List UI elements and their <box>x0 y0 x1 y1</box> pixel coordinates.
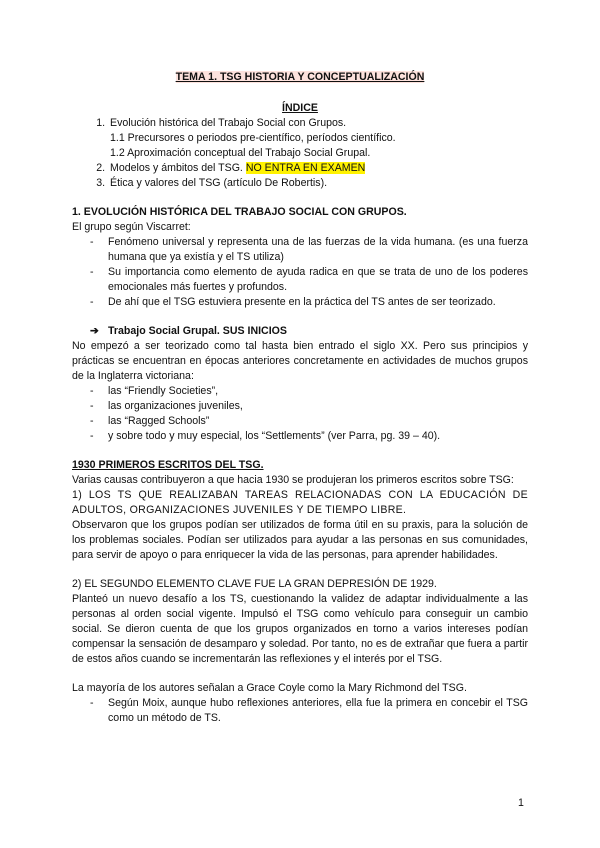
index-item-3: 3. Ética y valores del TSG (artículo De Robertis). <box>108 176 528 191</box>
section-1-bullets <box>72 235 528 310</box>
list-item: - Su importancia como elemento de ayuda radica en que se trata de uno de los poderes emocionales más fuertes y profundos. <box>90 265 528 295</box>
index-subitem-1-1: 1.1 Precursores o periodos pre-científico, períodos científico. <box>110 132 396 144</box>
index-item-2: 2. Modelos y ámbitos del TSG. NO ENTRA EN EXAMEN <box>108 161 528 176</box>
index-list <box>72 116 528 191</box>
section-1930-intro: Varias causas contribuyeron a que hacia 1930 se produjeran los primeros escritos sobre TSG: <box>72 474 514 486</box>
coyle-paragraph: La mayoría de los autores señalan a Grace Coyle como la Mary Richmond del TSG. <box>72 682 467 694</box>
cause-2: 2) EL SEGUNDO ELEMENTO CLAVE FUE LA GRAN DEPRESIÓN DE 1929. <box>72 578 437 590</box>
inicios-paragraph: No empezó a ser teorizado como tal hasta bien entrado el siglo XX. Pero sus principios y prácticas se encuentran en épocas anteriores concretamente en actividades de muchos grupos de la Inglaterra victoriana: <box>72 340 528 382</box>
list-item: - De ahí que el TSG estuviera presente en la práctica del TS antes de ser teorizado. <box>90 295 528 310</box>
page-number: 1 <box>518 797 524 809</box>
arrow-right-icon: ➔ <box>90 325 99 337</box>
section-1-intro: El grupo según Viscarret: <box>72 221 191 233</box>
cause-1-paragraph: Observaron que los grupos podían ser utilizados de forma útil en su praxis, para la solución de los problemas sociales. Podían ser utilizados para ayudar a las personas en sus comunidades, para servir de apoyo o para enriquecer la vida de las personas, para aprender habilidades. <box>72 519 528 561</box>
page-title: TEMA 1. TSG HISTORIA Y CONCEPTUALIZACIÓN <box>175 71 425 83</box>
section-1-heading: 1. EVOLUCIÓN HISTÓRICA DEL TRABAJO SOCIAL CON GRUPOS. <box>72 206 407 218</box>
inicios-heading: ➔ Trabajo Social Grupal. SUS INICIOS <box>90 325 287 337</box>
list-item: - las “Ragged Schools” <box>90 414 528 429</box>
section-1930-heading: 1930 PRIMEROS ESCRITOS DEL TSG. <box>72 459 264 471</box>
inicios-bullets <box>72 384 528 444</box>
cause-2-paragraph: Planteó un nuevo desafío a los TS, cuestionando la validez de adaptar individualmente a las personas al orden social vigente. Impulsó el TSG como vehículo para conseguir un cambio social. Se dieron cuenta de que los grupos organizados en torno a varios intereses podían compensar la sensación de desamparo y soledad. Por tanto, no es de extrañar que fuera a partir de estos años cuando se incrementarán las reflexiones y el interés por el TSG. <box>72 593 528 665</box>
index-heading: ÍNDICE <box>282 102 318 114</box>
list-item: - Según Moix, aunque hubo reflexiones anteriores, ella fue la primera en concebir el TSG como un método de TS. <box>90 696 528 726</box>
index-subitem-1-2: 1.2 Aproximación conceptual del Trabajo Social Grupal. <box>110 147 371 159</box>
cause-1: 1) LOS TS QUE REALIZABAN TAREAS RELACIONADAS CON LA EDUCACIÓN DE ADULTOS, ORGANIZACIONES JUVENILES Y DE TIEMPO LIBRE. <box>72 489 528 516</box>
index-item-1: 1. Evolución histórica del Trabajo Social con Grupos. 1.1 Precursores o periodos pre-científico, períodos científico. 1.2 Aproximación conceptual del Trabajo Social Grupal. <box>108 116 528 161</box>
list-item: - las organizaciones juveniles, <box>90 399 528 414</box>
list-item: - Fenómeno universal y representa una de las fuerzas de la vida humana. (es una fuerza humana que ya existía y el TS utiliza) <box>90 235 528 265</box>
exam-highlight: NO ENTRA EN EXAMEN <box>245 162 366 174</box>
list-item: - las “Friendly Societies”, <box>90 384 528 399</box>
document-page <box>72 70 528 726</box>
list-item: - y sobre todo y muy especial, los “Settlements” (ver Parra, pg. 39 – 40). <box>90 429 528 444</box>
coyle-bullets <box>72 696 528 726</box>
